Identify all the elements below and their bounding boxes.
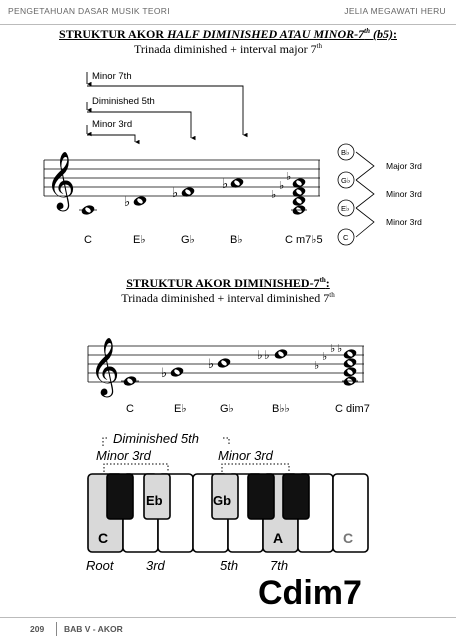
svg-text:♭: ♭ [322, 350, 328, 363]
note-label: B♭♭ [272, 403, 290, 415]
circle-note: E♭ [341, 204, 350, 213]
svg-text:♭: ♭ [337, 342, 343, 355]
note-label: E♭ [133, 234, 146, 246]
key-label-c2: C [343, 530, 354, 546]
note-c [122, 375, 137, 388]
svg-text:♭: ♭ [330, 342, 336, 355]
degree-label: 3rd [146, 558, 165, 573]
svg-text:♭: ♭ [124, 195, 131, 210]
degree-label: 5th [220, 558, 239, 573]
black-key-ab [248, 474, 274, 519]
section1-subtitle: Trinada diminished + interval major 7th [133, 42, 323, 56]
note-label: G♭ [220, 403, 234, 415]
note-eb [161, 366, 185, 381]
treble-clef-icon: 𝄞 [46, 151, 76, 209]
keyboard-minor3-label: Minor 3rd [96, 448, 151, 463]
chapter-label: BAB V - AKOR [64, 624, 123, 634]
svg-text:♭: ♭ [264, 348, 270, 362]
svg-text:♭: ♭ [271, 188, 277, 201]
note-c [80, 204, 95, 217]
svg-text:♭: ♭ [161, 366, 168, 381]
minor3-dotted-brackets [104, 464, 289, 472]
circle-note: G♭ [341, 176, 351, 185]
interval-label: Minor 3rd [386, 217, 422, 227]
interval-label: Major 3rd [386, 161, 422, 171]
svg-text:♭: ♭ [222, 177, 229, 192]
piano-keyboard [88, 474, 368, 552]
degree-label: 7th [270, 558, 289, 573]
keyboard-minor3-label: Minor 3rd [218, 448, 273, 463]
chord-name: Cdim7 [258, 574, 362, 612]
interval-label: Minor 3rd [386, 189, 422, 199]
note-eb [124, 195, 148, 210]
key-label-eb: Eb [146, 493, 163, 508]
degree-label: Root [86, 558, 114, 573]
chord-cdim7 [314, 342, 358, 387]
note-label: C [84, 234, 92, 246]
note-label: C [126, 403, 134, 415]
note-gb [208, 357, 232, 372]
black-key-bb [283, 474, 309, 519]
section1-title: STRUKTUR AKOR HALF DIMINISHED ATAU MINOR-7th (b5): [59, 27, 397, 41]
page-footer [0, 617, 456, 640]
key-label-a: A [273, 530, 284, 546]
svg-text:♭: ♭ [314, 359, 320, 372]
section2-title: STRUKTUR AKOR DIMINISHED-7th: [126, 276, 330, 290]
bracket-label-dim5: Diminished 5th [92, 96, 155, 107]
note-gb [172, 186, 196, 201]
note-label: G♭ [181, 234, 195, 246]
bracket-label-minor3: Minor 3rd [92, 119, 133, 130]
svg-text:♭: ♭ [279, 179, 285, 192]
circle-note: B♭ [341, 148, 350, 157]
chord-stack-diagram [338, 144, 374, 245]
note-label: C dim7 [335, 403, 370, 415]
chord-cm7b5 [271, 170, 307, 216]
svg-text:♭: ♭ [286, 170, 292, 183]
key-label-c: C [98, 530, 109, 546]
circle-note: C [343, 233, 349, 242]
footer-divider [56, 622, 57, 636]
svg-text:♭: ♭ [257, 348, 263, 362]
header-left: PENGETAHUAN DASAR MUSIK TEORI [8, 6, 170, 16]
black-key-csharp [107, 474, 133, 519]
svg-text:♭: ♭ [172, 186, 179, 201]
bracket-label-minor7: Minor 7th [92, 71, 132, 82]
interval-brackets [87, 72, 243, 142]
keyboard-dim5-label: Diminished 5th [113, 431, 199, 446]
note-bb [222, 177, 245, 192]
svg-text:♭: ♭ [208, 357, 215, 372]
section2-subtitle: Trinada diminished + interval diminished 7th [121, 291, 335, 305]
note-label: B♭ [230, 234, 243, 246]
treble-clef-icon: 𝄞 [90, 337, 120, 395]
note-label: C m7♭5 [285, 234, 323, 246]
page-number: 209 [30, 624, 45, 634]
header-right: JELIA MEGAWATI HERU [344, 6, 446, 16]
note-label: E♭ [174, 403, 187, 415]
key-label-gb: Gb [213, 493, 232, 508]
